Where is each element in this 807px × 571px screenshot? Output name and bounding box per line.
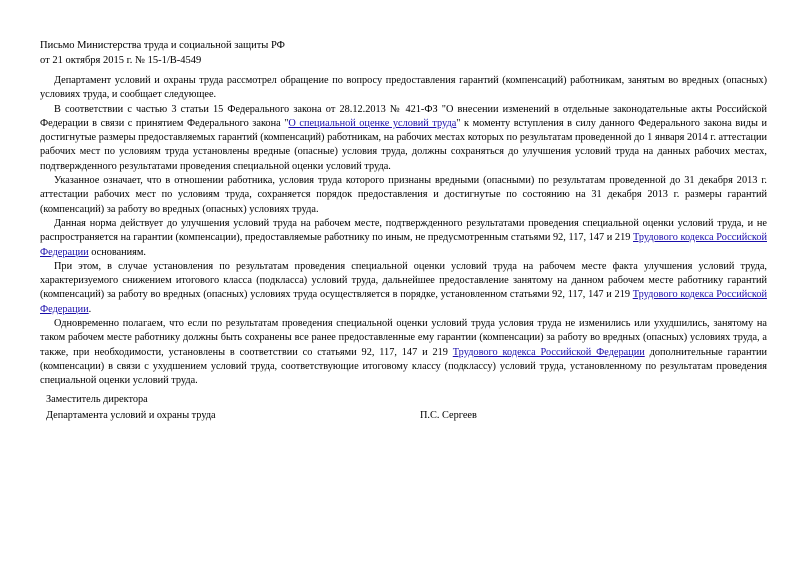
link-labor-code[interactable]: Трудового кодекса Российской Федерации — [452, 346, 645, 358]
paragraph-2-text-b: " к моменту вступления в силу данного Федерального закона виды и достигнутые размеры предоставляемых гарантий (компенсаций) работникам, на рабочих местах которых по результатам проведенной до 1 января 2014 г. аттестации рабочих мест по условиям труда установлены вредные (опасные) условия труда, должны сохраняться до улучшения условий труда на данных рабочих местах, подтвержденного результатами проведения специальной оценки условий труда. — [40, 117, 767, 172]
paragraph-5-text-a: При этом, в случае установления по результатам проведения специальной оценки условий труда на рабочем месте факта улучшения условий труда, характеризуемого снижением итогового класса (подкласса) условий труда, дальнейшее предоставление занятому на данном рабочем месте работнику гарантий (компенсаций) за работу во вредных (опасных) условиях труда осуществляется в порядке, установленном статьями 92, 117, 147 и 219 — [40, 260, 767, 301]
link-sout-law[interactable]: О специальной оценке условий труда — [288, 117, 457, 129]
signer-department: Департамента условий и охраны труда — [46, 410, 216, 421]
signer-name: П.С. Сергеев — [420, 410, 477, 421]
link-labor-code[interactable]: Трудового кодекса Российской Федерации — [40, 232, 767, 258]
paragraph-4 — [40, 217, 767, 260]
paragraph-2-text-a: В соответствии с частью 3 статьи 15 Федерального закона от 28.12.2013 № 421-ФЗ "О внесении изменений в отдельные законодательные акты Российской Федерации в связи с принятием Федерального закона " — [40, 103, 767, 129]
paragraph-6-text-b: дополнительные гарантии (компенсации) в связи с ухудшением условий труда, соответствующие итоговому классу (подклассу) условий труда, установленному по результатам проведения специальной оценки условий труда. — [40, 346, 767, 387]
link-labor-code[interactable]: Трудового кодекса Российской Федерации — [40, 289, 767, 315]
paragraph-5 — [40, 260, 767, 317]
paragraph-4-text-a: Данная норма действует до улучшения условий труда на рабочем месте, подтвержденного результатами проведения специальной оценки условий труда, и не распространяется на гарантии (компенсации), предоставляемые работнику по иным, не предусмотренным статьями 92, 117, 147 и 219 — [40, 217, 767, 244]
paragraph-5-text-b: . — [88, 303, 92, 315]
paragraph-6 — [40, 317, 767, 388]
paragraph-4-text-b: основаниям. — [88, 246, 146, 258]
document-header — [40, 38, 285, 68]
paragraph-2 — [40, 103, 767, 174]
document-title: Письмо Министерства труда и социальной защиты РФ — [40, 40, 285, 51]
document-body — [40, 74, 767, 389]
document-date-number: от 21 октября 2015 г. № 15-1/В-4549 — [40, 55, 202, 66]
paragraph-3: Указанное означает, что в отношении работника, условия труда которого признаны вредными (опасными) по результатам проведенной до 31 декабря 2013 г. аттестации рабочих мест по условиям труда, сохраняется порядок предоставления и достигнутые по состоянию на 31 декабря 2013 г. размеры гарантий (компенсаций) за работу во вредных (опасных) условиях труда. — [40, 175, 767, 215]
signer-position: Заместитель директора — [46, 394, 148, 405]
signature-block — [46, 392, 216, 424]
paragraph-1: Департамент условий и охраны труда рассмотрел обращение по вопросу предоставления гарантий (компенсаций) работникам, занятым во вредных (опасных) условиях труда, и сообщает следующее. — [40, 75, 767, 101]
paragraph-6-text-a: Одновременно полагаем, что если по результатам проведения специальной оценки условий труда условия труда не изменились или ухудшились, занятому на таком рабочем месте работнику должны быть сохранены все ранее предоставленные ему гарантии (компенсации) за работу во вредных (опасных) условиях труда, а также, при необходимости, установлены в соответствии со статьями 92, 117, 147 и 219 — [40, 318, 767, 358]
